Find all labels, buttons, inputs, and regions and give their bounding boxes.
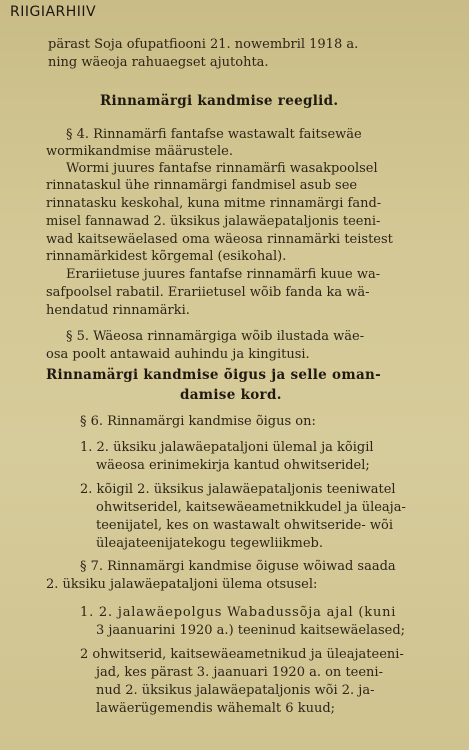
list-item-line: 1. 2. üksiku jalawäepataljoni ülemal ja kõigil	[80, 440, 374, 455]
section-heading: damise kord.	[180, 387, 282, 403]
paragraph-line: osa poolt antawaid auhindu ja kingitusi.	[46, 347, 310, 362]
section-heading: Rinnamärgi kandmise õigus ja selle oman-	[46, 367, 382, 383]
intro-line: pärast Soja ofupatfiooni 21. nowembril 1918 a.	[48, 37, 359, 52]
list-item-line: 2 ohwitserid, kaitsewäeametnikud ja üleajateeni-	[80, 647, 404, 662]
paragraph-line: § 7. Rinnamärgi kandmise õiguse wõiwad saada	[80, 559, 396, 574]
list-item-line: 2. kõigil 2. üksikus jalawäepataljonis teeniwatel	[80, 482, 396, 497]
list-item-line: üleajateenijatekogu tegewliikmeb.	[96, 536, 324, 551]
paragraph-line: rinnamärkidest kõrgemal (esikohal).	[46, 249, 287, 264]
paragraph-line: Wormi juures fantafse rinnamärfi wasakpoolsel	[66, 161, 378, 176]
paragraph-line: wad kaitsewäelased oma wäeosa rinnamärki teistest	[46, 232, 393, 247]
paragraph-line: 2. üksiku jalawäepataljoni ülema otsusel:	[46, 577, 318, 592]
paragraph-line: § 4. Rinnamärfi fantafse wastawalt faitsewäe	[66, 127, 362, 142]
paragraph-line: rinnataskul ühe rinnamärgi fandmisel asub see	[46, 178, 358, 193]
paragraph-line: wormikandmise määrustele.	[46, 144, 233, 159]
list-item-line: 3 jaanuarini 1920 a.) teeninud kaitsewäelased;	[96, 623, 406, 638]
list-item-line: nud 2. üksikus jalawäepataljonis wõi 2. ja-	[96, 683, 375, 698]
archive-stamp: RIIGIARHIIV	[10, 4, 97, 20]
paragraph-line: § 5. Wäeosa rinnamärgiga wõib ilustada wäe-	[66, 329, 365, 344]
list-item-line: teenijatel, kes on wastawalt ohwitseride- wõi	[96, 518, 393, 533]
list-item-line: jad, kes pärast 3. jaanuari 1920 a. on teeni-	[96, 665, 383, 680]
list-item-line: wäeosa erinimekirja kantud ohwitseridel;	[96, 458, 370, 473]
list-item-line: lawäerügemendis wähemalt 6 kuud;	[96, 701, 336, 716]
paragraph-line: Erariietuse juures fantafse rinnamärfi kuue wa-	[66, 267, 381, 282]
list-item-line: 1. 2. jalawäepolgus Wabadussõja ajal (kuni	[80, 605, 397, 620]
paragraph-line: rinnatasku keskohal, kuna mitme rinnamärgi fand-	[46, 196, 382, 211]
intro-line: ning wäeoja rahuaegset ajutohta.	[48, 55, 269, 70]
paragraph-line: § 6. Rinnamärgi kandmise õigus on:	[80, 414, 316, 429]
list-item-line: ohwitseridel, kaitsewäeametnikkudel ja üleaja-	[96, 500, 406, 515]
section-heading: Rinnamärgi kandmise reeglid.	[100, 93, 339, 109]
paragraph-line: hendatud rinnamärki.	[46, 303, 190, 318]
paragraph-line: safpoolsel rabatil. Erariietusel wõib fanda ka wä-	[46, 285, 370, 300]
paragraph-line: misel fannawad 2. üksikus jalawäepataljonis teeni-	[46, 214, 381, 229]
